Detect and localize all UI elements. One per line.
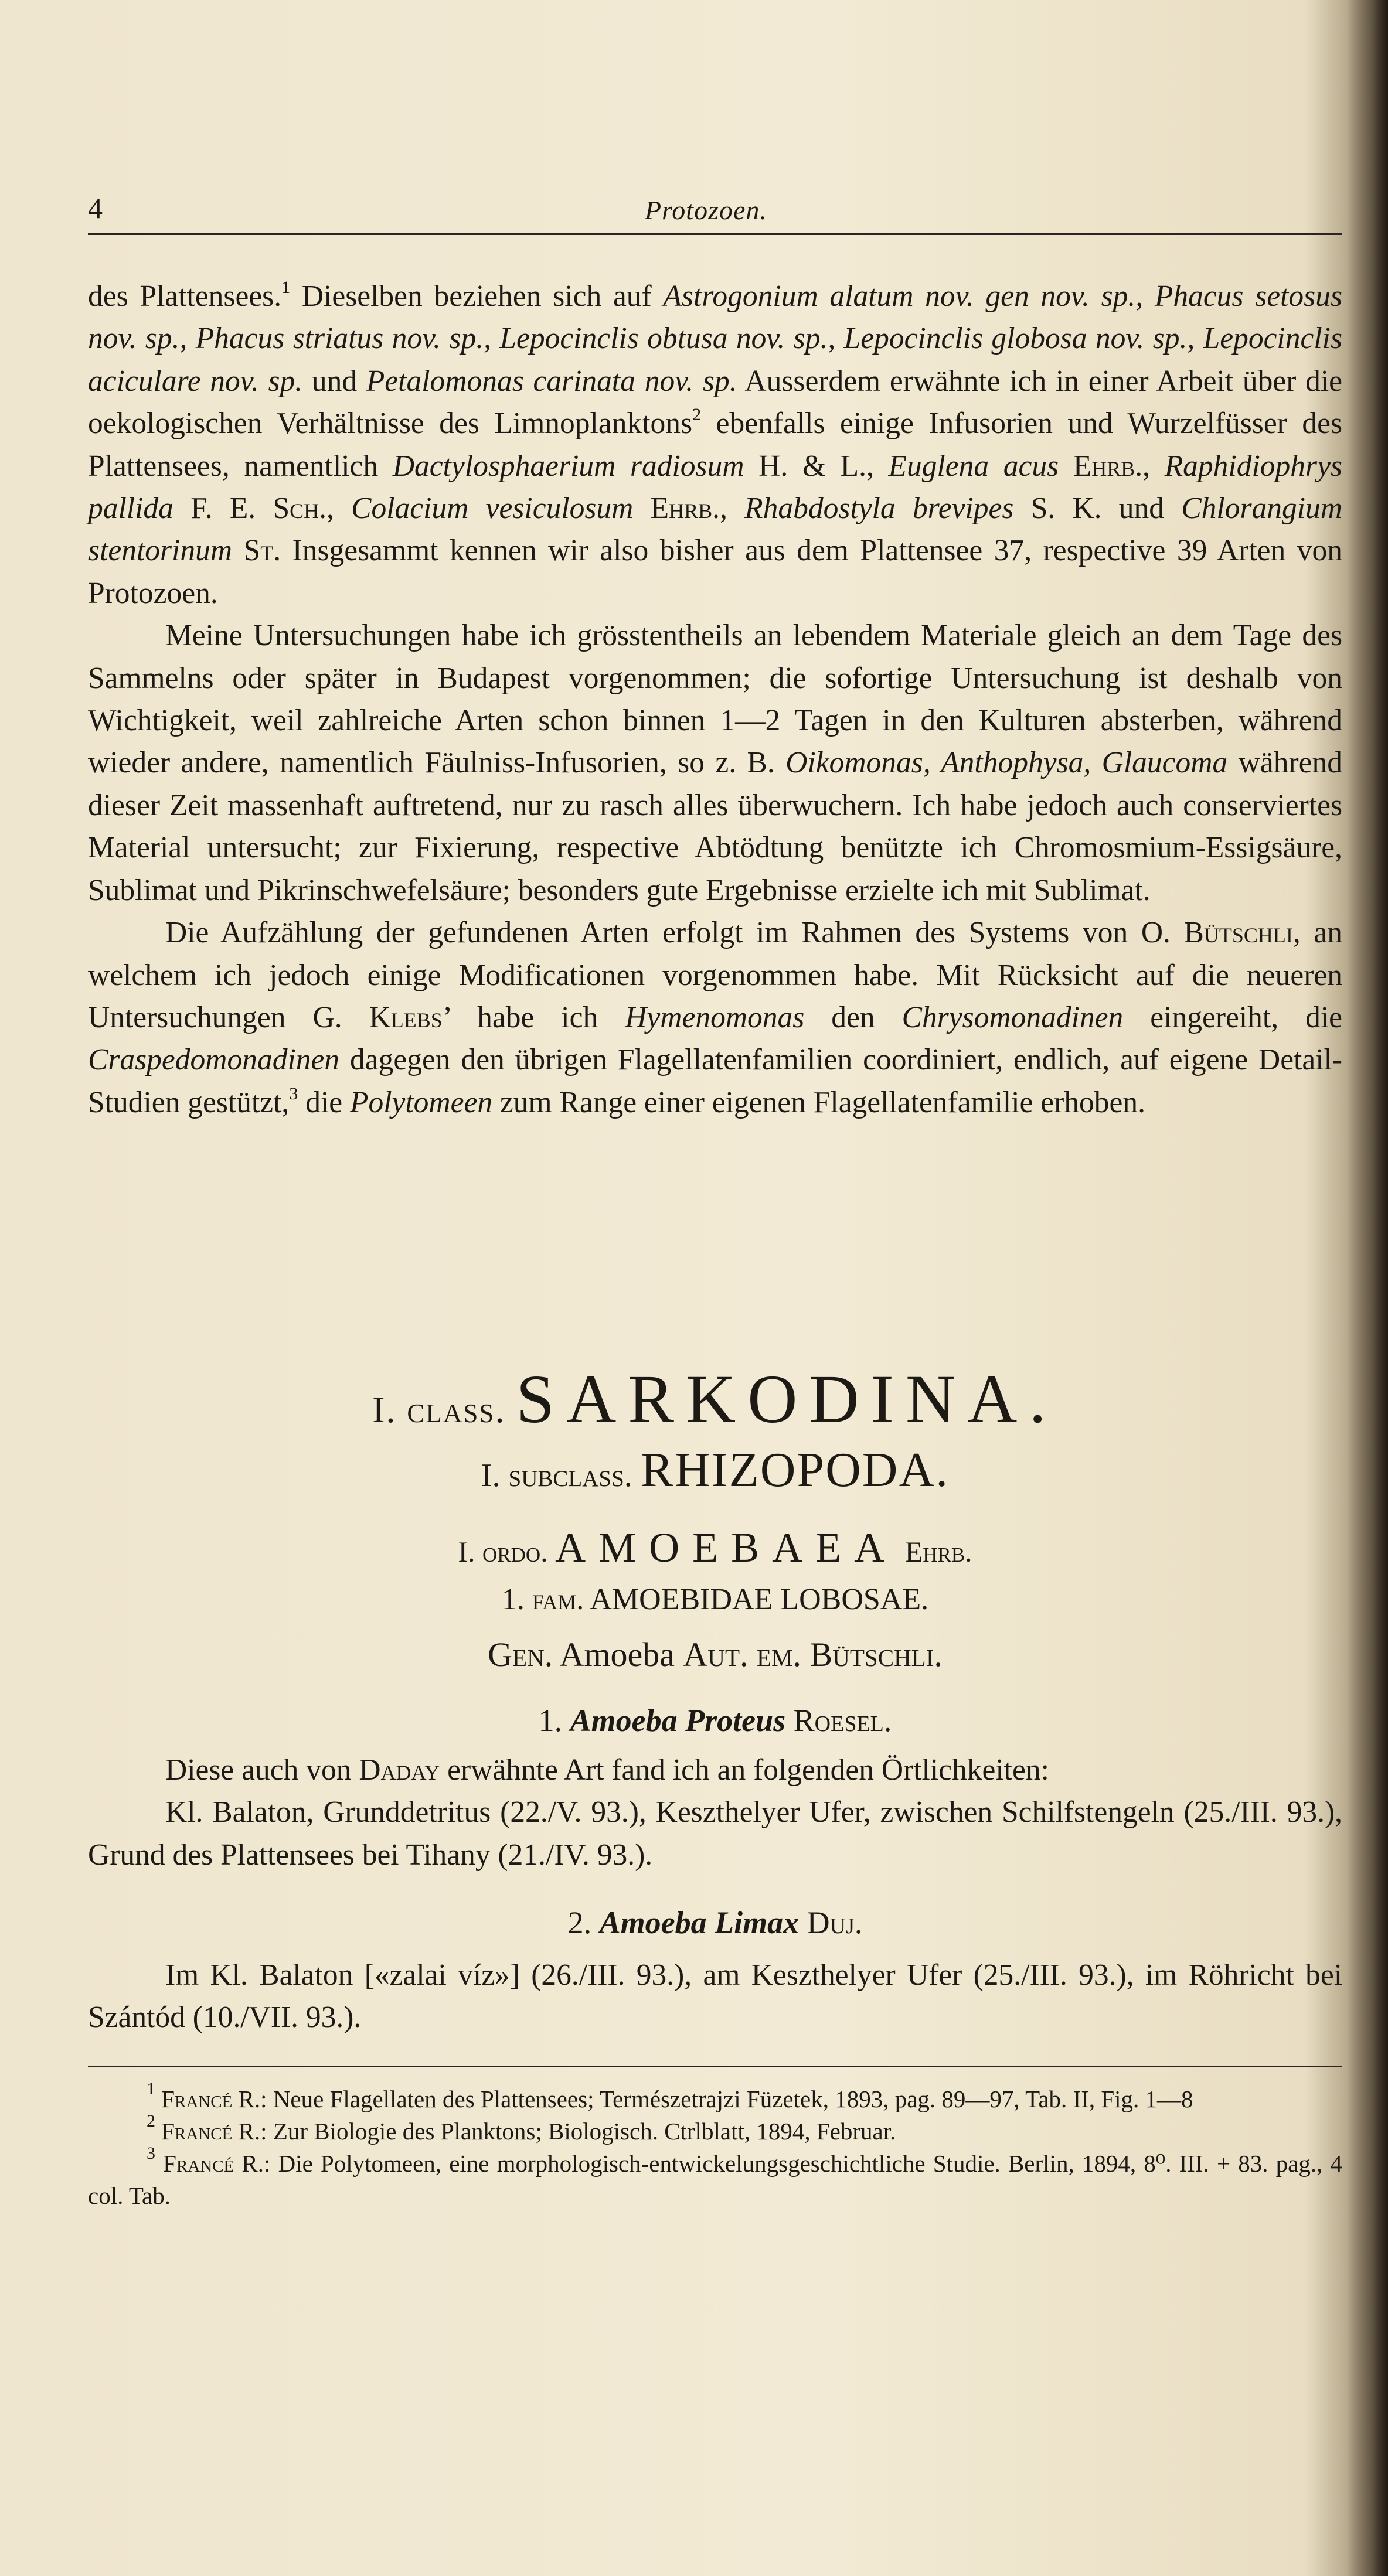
footnote-text: Zur Biologie des Planktons; Biologisch. Ctrlblatt, 1894, Februar.: [267, 2118, 896, 2145]
paragraph: Kl. Balaton, Grunddetritus (22./V. 93.), Keszthelyer Ufer, zwischen Schilfstengeln (25./III. 93.), Grund des Plattensees bei Tihany (21./IV. 93.).: [88, 1795, 1342, 1872]
heading-author: Aut.: [683, 1635, 749, 1674]
heading-title: AMOEBIDAE LOBOSAE.: [590, 1583, 929, 1616]
paragraph-1: [88, 275, 1342, 615]
footnote-number: 3: [147, 2144, 155, 2163]
paragraph-3: [88, 912, 1342, 1124]
footnote-divider: [88, 2066, 1342, 2067]
heading-prefix: Gen.: [488, 1635, 553, 1674]
species-name: Dactylosphaerium radiosum: [392, 449, 744, 483]
heading-prefix: I. subclass.: [481, 1457, 632, 1494]
text: den: [804, 1000, 902, 1034]
heading-subclass: [88, 1442, 1342, 1498]
text: dagegen den übrigen Flagellatenfamilien coordiniert, endlich, auf eigene Detail-Studien gestützt,: [88, 1043, 1342, 1119]
group-name: Chrysomonadinen: [901, 1000, 1124, 1034]
footnote-ref: 3: [289, 1083, 298, 1103]
heading-prefix: fam.: [532, 1583, 584, 1616]
heading-title: Amoeba: [559, 1635, 675, 1674]
text: eingereiht, die: [1123, 1000, 1342, 1034]
species-name: Amoeba Proteus: [570, 1703, 786, 1738]
footnote-ref: 1: [281, 278, 291, 297]
author-abbrev: St.: [232, 534, 281, 568]
text: Insgesammt kennen wir also bisher aus dem Plattensee 37, respective 39 Arten von Protozoen.: [88, 534, 1342, 610]
text: die: [298, 1085, 350, 1119]
species-name: Raphidiophrys pallida: [88, 449, 1342, 526]
footnote-author: Francé R.:: [161, 2118, 267, 2145]
text: F. E.: [173, 492, 273, 526]
text: und: [302, 364, 366, 398]
running-head: Protozoen.: [645, 195, 767, 225]
footnote-3: [88, 2144, 1343, 2212]
text: während dieser Zeit massenhaft auftretend, nur zu rasch alles überwuchern. Ich habe jedoch auch conserviertes Material untersucht; zur Fixierung, respective Abtödtung benützte ich Chromosmium-Essigsäure, Sublimat und Pikrinschwefelsäure; besonders gute Ergebnisse erzielte ich mit Sublimat.: [88, 746, 1342, 907]
species-name: Petalomonas carinata nov. sp.: [366, 364, 737, 398]
text: Ausserdem erwähnte ich in einer Arbeit über die oekologischen Verhältnisse des Limnoplanktons: [88, 364, 1342, 441]
author-abbrev: Sch.: [273, 492, 326, 526]
text: S. K. und: [1013, 492, 1182, 526]
author-name: Daday: [359, 1753, 440, 1787]
author-name: Bütschli: [1183, 916, 1293, 950]
heading-title: SARKODINA.: [516, 1361, 1058, 1437]
species-name: Colacium vesiculosum: [351, 492, 634, 526]
heading-species-2: [88, 1904, 1342, 1941]
footnotes: [88, 2079, 1343, 2212]
text: Dieselben beziehen sich auf: [290, 280, 664, 313]
text: zum Range einer eigenen Flagellatenfamilie erhoben.: [492, 1085, 1146, 1119]
text: H. & L.,: [744, 449, 889, 483]
heading-family: [88, 1582, 1342, 1617]
page-number: 4: [88, 192, 103, 224]
heading-prefix: I. ordo.: [458, 1535, 548, 1568]
footnote-2: [88, 2111, 1342, 2148]
species-name: Rhabdostyla brevipes: [744, 492, 1014, 526]
heading-author: Ehrb.: [904, 1535, 972, 1568]
species-2-text: [88, 1954, 1342, 2039]
species-author: Roesel.: [793, 1703, 892, 1738]
species-author: Duj.: [807, 1905, 863, 1940]
heading-species-1: [88, 1702, 1342, 1739]
page-header: [88, 186, 1342, 235]
text: Die Aufzählung der gefundenen Arten erfolgt im Rahmen des Systems von O.: [165, 916, 1184, 950]
paragraph: [88, 1749, 1342, 1791]
footnote-1: [88, 2079, 1342, 2115]
footnote-number: 1: [147, 2079, 155, 2098]
author-abbrev: Ehrb.,: [633, 492, 745, 526]
heading-number: 1.: [501, 1583, 525, 1616]
paragraph: Im Kl. Balaton [«zalai víz»] (26./III. 93.), am Keszthelyer Ufer (25./III. 93.), im Röhricht bei Szántód (10./VII. 93.).: [88, 1958, 1342, 2035]
genus-list: Oikomonas, Anthophysa, Glaucoma: [785, 746, 1228, 780]
footnote-text: Neue Flagellaten des Plattensees; Természetrajzi Füzetek, 1893, pag. 89—97, Tab. II, Fig. 1—8: [267, 2086, 1193, 2112]
text: ’ habe ich: [442, 1000, 625, 1034]
genus-name: Hymenomonas: [625, 1000, 805, 1034]
paragraph-2: [88, 615, 1342, 912]
species-number: 2.: [567, 1905, 592, 1940]
author-abbrev: Ehrb.,: [1059, 449, 1165, 483]
author-name: Klebs: [369, 1000, 443, 1034]
page-edge-shadow: [1347, 0, 1388, 2576]
heading-author: em.: [757, 1635, 802, 1674]
text: Meine Untersuchungen habe ich grösstentheils an lebendem Materiale gleich an dem Tage des Sammelns oder später in Budapest vorgenommen; die sofortige Untersuchung ist deshalb von Wichtigkeit, weil zahlreiche Arten schon binnen 1—2 Tagen in den Kulturen absterben, während wieder andere, namentlich Fäulniss-Infusorien, so z. B.: [88, 619, 1342, 780]
heading-class: [88, 1359, 1342, 1439]
heading-title: AMOEBAEA: [555, 1524, 898, 1571]
heading-genus: [88, 1635, 1342, 1674]
heading-ordo: [88, 1524, 1342, 1572]
footnote-ref: 2: [692, 405, 702, 425]
heading-prefix: I. class.: [372, 1389, 506, 1430]
text: , an welchem ich jedoch einige Modificationen vorgenommen habe. Mit Rücksicht auf die neueren Untersuchungen G.: [88, 916, 1343, 1034]
species-name: Euglena acus: [888, 449, 1059, 483]
species-name: Chlorangium stentorinum: [88, 492, 1343, 568]
footnote-author: Francé R.:: [161, 2086, 267, 2112]
species-number: 1.: [538, 1703, 563, 1738]
group-name: Polytomeen: [349, 1085, 493, 1119]
footnote-text: Die Polytomeen, eine morphologisch-entwickelungsgeschichtliche Studie. Berlin, 1894, 8⁰. III. + 83. pag., 4 col. Tab.: [88, 2150, 1343, 2209]
heading-title: RHIZOPODA.: [640, 1443, 950, 1497]
main-text: [88, 275, 1342, 1124]
footnote-number: 2: [147, 2111, 155, 2131]
text: Diese auch von: [165, 1753, 359, 1787]
text: des Plattensees.: [88, 280, 282, 313]
group-name: Craspedomonadinen: [88, 1043, 340, 1077]
heading-author: Bütschli.: [809, 1635, 943, 1674]
species-name: Amoeba Limax: [599, 1905, 800, 1940]
text: ,: [326, 492, 352, 526]
species-list: Astrogonium alatum nov. gen nov. sp., Phacus setosus nov. sp., Phacus striatus nov. sp., Lepocinclis obtusa nov. sp., Lepocinclis globosa nov. sp., Lepocinclis aciculare nov. sp.: [88, 280, 1343, 398]
text: ebenfalls einige Infusorien und Wurzelfüsser des Plattensees, namentlich: [88, 407, 1342, 483]
species-1-text: [88, 1749, 1342, 1876]
text: erwähnte Art fand ich an folgenden Örtlichkeiten:: [440, 1753, 1049, 1787]
footnote-author: Francé R.:: [163, 2150, 271, 2177]
